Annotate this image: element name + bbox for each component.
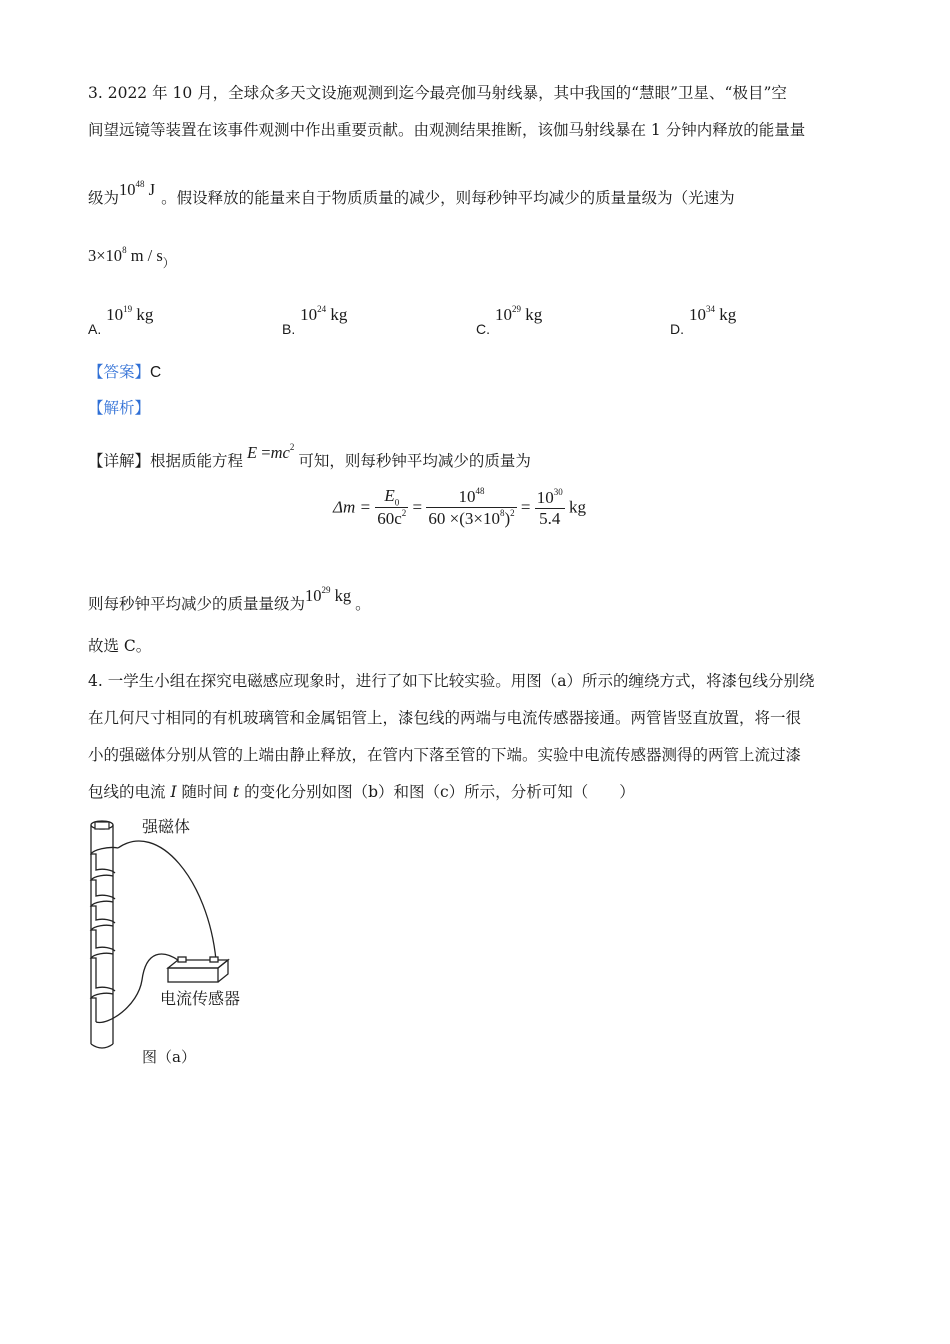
eq-frac2-num-exp: 48 xyxy=(475,486,485,497)
eq-equals-2: = xyxy=(520,497,531,517)
option-c[interactable] xyxy=(476,304,543,337)
detail-tag: 【详解】 xyxy=(88,452,151,470)
current-sensor xyxy=(168,957,228,982)
eq-frac2-den-exp8: 8 xyxy=(499,508,505,519)
q3-stem-line-3-post: 。假设释放的能量来自于物质质量的减少，则每秒钟平均减少的质量量级为（光速为 xyxy=(161,189,735,207)
energy-value xyxy=(119,180,155,199)
formula-eq: = xyxy=(257,443,271,462)
option-b-label: B. xyxy=(282,321,296,337)
formula-mc: mc xyxy=(270,443,290,462)
eq-frac2-den-pre: 60 ×(3×10 xyxy=(428,509,500,529)
eq-frac1-num: E xyxy=(384,486,395,505)
concl-unit: kg xyxy=(330,586,352,605)
eq-frac1-den-exp: 2 xyxy=(401,508,407,519)
concl-post: 。 xyxy=(355,595,371,613)
q4-line-3: 小的强磁体分别从管的上端由静止释放，在管内下落至管的下端。实验中电流传感器测得的两管上流过漆 xyxy=(88,746,802,764)
figure-a xyxy=(78,810,278,1070)
magnet-label: 强磁体 xyxy=(142,819,191,836)
formula-exp: 2 xyxy=(289,442,295,452)
eq-fraction-3 xyxy=(535,487,565,529)
q3-stem-line-3-pre: 级为 xyxy=(88,189,120,207)
option-b-base: 10 xyxy=(300,305,318,324)
q4-line-4-post: 的变化分别如图（b）和图（c）所示，分析可知（ ） xyxy=(239,783,635,801)
option-c-label: C. xyxy=(476,321,490,337)
detail-pre: 根据质能方程 xyxy=(150,452,244,470)
eq-equals-1: = xyxy=(412,497,423,517)
option-d-exp: 34 xyxy=(705,304,715,314)
q4-var-t: t xyxy=(232,783,240,801)
option-c-exp: 29 xyxy=(511,304,521,314)
q3-c-value xyxy=(88,246,175,273)
q3-stem-line-2: 间望远镜等装置在该事件观测中作出重要贡献。由观测结果推断，该伽马射线暴在 1 分钟内释放的能量量 xyxy=(88,121,806,139)
energy-base: 10 xyxy=(119,180,136,199)
option-b[interactable] xyxy=(282,304,348,337)
formula-e: E xyxy=(247,443,258,462)
detail-line xyxy=(88,442,531,471)
final-choice: 故选 C。 xyxy=(88,637,152,655)
eq-frac2-den-close: ) xyxy=(504,509,511,529)
c-value-exp: 8 xyxy=(122,245,127,255)
eq-frac1-den: 60c xyxy=(377,509,402,529)
eq-frac2-den-exp2: 2 xyxy=(510,508,515,519)
eq-frac3-num-base: 10 xyxy=(536,487,554,507)
option-d[interactable] xyxy=(670,304,737,337)
option-a-unit: kg xyxy=(132,305,154,324)
eq-unit: kg xyxy=(568,497,586,517)
answer-value: C xyxy=(150,364,162,381)
eq-frac3-den: 5.4 xyxy=(535,508,565,529)
c-value-close: ） xyxy=(162,256,175,270)
energy-unit: J xyxy=(144,180,156,199)
c-value-base: 3×10 xyxy=(88,246,123,265)
concl-value xyxy=(305,586,351,605)
detail-post: 可知，则每秒钟平均减少的质量为 xyxy=(298,452,531,470)
option-a-label: A. xyxy=(88,321,102,337)
answer-tag: 【答案】 xyxy=(88,363,151,381)
c-value-unit: m / s xyxy=(126,246,163,265)
eq-frac2-num-base: 10 xyxy=(458,487,476,507)
eq-fraction-1 xyxy=(375,486,408,529)
figure-caption: 图（a） xyxy=(142,1048,196,1066)
sensor-label: 电流传感器 xyxy=(160,991,241,1008)
eq-fraction-2 xyxy=(426,486,516,529)
q4-var-i: I xyxy=(170,783,177,801)
q4-line-4-pre: 包线的电流 xyxy=(88,783,171,801)
answer-line xyxy=(88,362,161,383)
mass-energy-formula xyxy=(247,443,294,462)
option-a[interactable] xyxy=(88,304,154,337)
option-d-label: D. xyxy=(670,321,684,337)
option-a-exp: 19 xyxy=(123,304,133,314)
eq-frac3-num-exp: 30 xyxy=(553,486,563,497)
conclusion-line xyxy=(88,585,371,614)
option-a-base: 10 xyxy=(106,305,124,324)
q4-line-4 xyxy=(88,782,635,802)
option-b-exp: 24 xyxy=(317,304,327,314)
eq-dm: Δm = xyxy=(333,497,371,517)
q3-stem-line-1: 3. 2022 年 10 月，全球众多天文设施观测到迄今最亮伽马射线暴，其中我国的“慧眼”卫星、“极目”空 xyxy=(88,84,787,102)
option-c-base: 10 xyxy=(494,305,512,324)
option-c-unit: kg xyxy=(520,305,543,324)
q3-stem-line-3 xyxy=(88,179,735,208)
tube xyxy=(91,821,113,1048)
concl-base: 10 xyxy=(305,586,322,605)
concl-pre: 则每秒钟平均减少的质量量级为 xyxy=(88,595,306,613)
energy-exp: 48 xyxy=(135,179,145,189)
q4-line-2: 在几何尺寸相同的有机玻璃管和金属铝管上，漆包线的两端与电流传感器接通。两管皆竖直放置，将一很 xyxy=(88,709,802,727)
option-b-unit: kg xyxy=(326,305,348,324)
coil-windings xyxy=(91,847,118,1022)
q4-line-4-mid: 随时间 xyxy=(176,783,233,801)
option-d-unit: kg xyxy=(714,305,737,324)
q4-line-1: 4. 一学生小组在探究电磁感应现象时，进行了如下比较实验。用图（a）所示的缠绕方式，将漆包线分别绕 xyxy=(88,672,815,690)
eq-frac1-num-sub: 0 xyxy=(394,497,400,508)
magnet-icon xyxy=(95,822,109,829)
option-d-base: 10 xyxy=(688,305,706,324)
mass-equation xyxy=(333,486,586,529)
concl-exp: 29 xyxy=(321,585,331,595)
analysis-line xyxy=(88,398,150,418)
analysis-tag: 【解析】 xyxy=(88,399,151,417)
